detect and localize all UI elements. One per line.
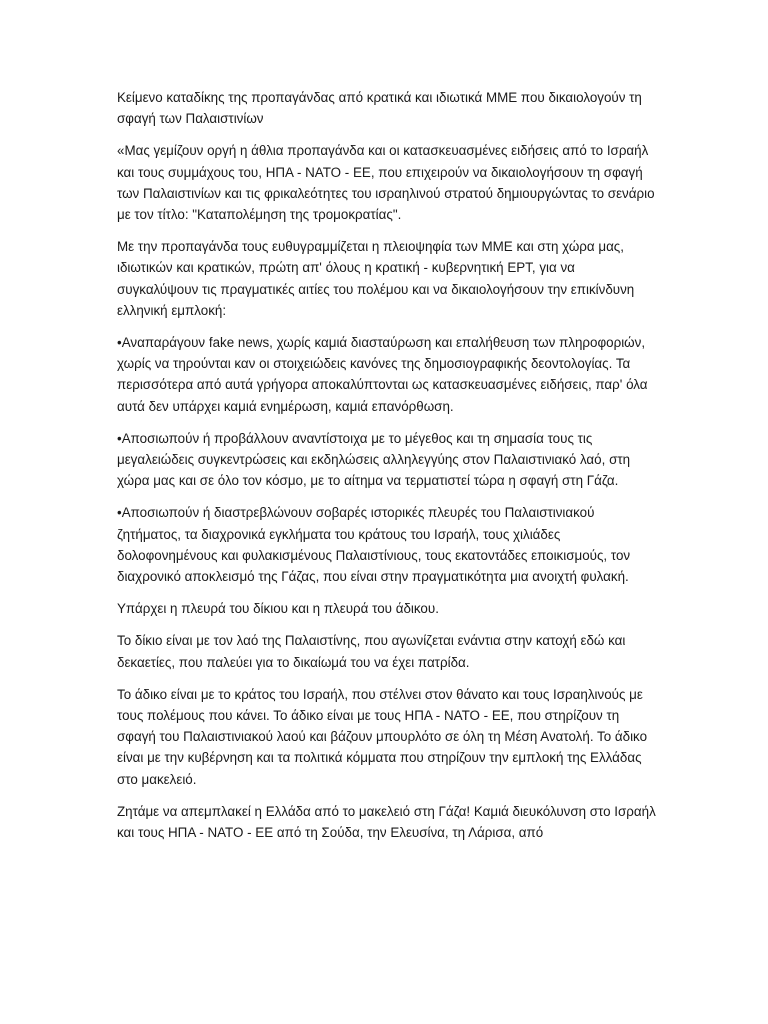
paragraph-israel-state: Το άδικο είναι με το κράτος του Ισραήλ, που στέλνει στον θάνατο και τους Ισραηλινούς με τους πολέμους που κάνει. Το άδικο είναι με τους ΗΠΑ - ΝΑΤΟ - ΕΕ, που στηρίζουν τη σφαγή του Παλαιστινιακού λαού και βάζουν μπουρλότο σε όλη τη Μέση Ανατολή. Το άδικο είναι με την κυβέρνηση και τα πολιτικά κόμματα που στηρίζουν την εμπλοκή της Ελλάδας στο μακελειό. — [117, 686, 648, 787]
document-body — [117, 87, 657, 854]
paragraph-media-alignment: Με την προπαγάνδα τους ευθυγραμμίζεται η πλειοψηφία των ΜΜΕ και στη χώρα μας, ιδιωτικών και κρατικών, πρώτη απ' όλους η κρατική - κυβερνητική ΕΡΤ, για να συγκαλύψουν τις πραγματικές αιτίες του πολέμου και να δικαιολογήσουν την επικίνδυνη ελληνική εμπλοκή: — [117, 239, 635, 318]
bullet-silenced-rallies: •Αποσιωπούν ή προβάλλουν αναντίστοιχα με το μέγεθος και τη σημασία τους τις μεγαλειώδεις συγκεντρώσεις και εκδηλώσεις αλληλεγγύης στον Παλαιστινιακό λαό, στη χώρα μας και σε όλο τον κόσμο, με το αίτημα να τερματιστεί τώρα η σφαγή στη Γάζα. — [117, 430, 631, 489]
bullet-distorted-history: •Αποσιωπούν ή διαστρεβλώνουν σοβαρές ιστορικές πλευρές του Παλαιστινιακού ζητήματος, τα διαχρονικά εγκλήματα του κράτους του Ισραήλ, τους χιλιάδες δολοφονημένους και φυλακισμένους Παλαιστίνιους, τους εκατοντάδες εποικισμούς, τον διαχρονικό αποκλεισμό της Γάζας, που είναι στην πραγματικότητα μια ανοιχτή φυλακή. — [117, 505, 631, 585]
paragraph-intro-quote: «Μας γεμίζουν οργή η άθλια προπαγάνδα και οι κατασκευασμένες ειδήσεις από το Ισραήλ και τους συμμάχους του, ΗΠΑ - ΝΑΤΟ - ΕΕ, που επιχειρούν να δικαιολογήσουν τη σφαγή των Παλαιστινίων και τις φρικαλεότητες του ισραηλινού στρατού δημιουργώντας το σενάριο με τον τίτλο: "Καταπολέμηση της τρομοκρατίας". — [117, 143, 655, 223]
document-title: Κείμενο καταδίκης της προπαγάνδας από κρατικά και ιδιωτικά ΜΜΕ που δικαιολογούν τη σφαγή των Παλαιστινίων — [117, 90, 642, 127]
paragraph-right-and-wrong: Υπάρχει η πλευρά του δίκιου και η πλευρά του άδικου. — [117, 601, 439, 617]
paragraph-demand: Ζητάμε να απεμπλακεί η Ελλάδα από το μακελειό στη Γάζα! Καμιά διευκόλυνση στο Ισραήλ και τους ΗΠΑ - ΝΑΤΟ - ΕΕ από τη Σούδα, την Ελευσίνα, τη Λάρισα, από — [117, 803, 656, 841]
paragraph-palestinian-people: Το δίκιο είναι με τον λαό της Παλαιστίνης, που αγωνίζεται ενάντια στην κατοχή εδώ και δεκαετίες, που παλεύει για το δικαίωμά του να έχει πατρίδα. — [117, 633, 626, 670]
bullet-fake-news: •Αναπαράγουν fake news, χωρίς καμιά διασταύρωση και επαλήθευση των πληροφοριών, χωρίς να τηρούνται καν οι στοιχειώδεις κανόνες της δημοσιογραφικής δεοντολογίας. Τα περισσότερα από αυτά γρήγορα αποκαλύπτονται ως κατασκευασμένες ειδήσεις, παρ' όλα αυτά δεν υπάρχει καμιά ενημέρωση, καμιά επανόρθωση. — [117, 335, 648, 414]
